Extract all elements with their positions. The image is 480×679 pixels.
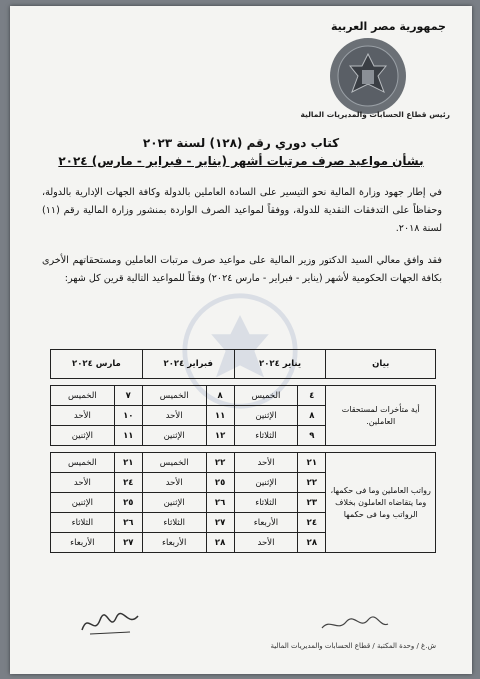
ministry-seal-icon (328, 36, 408, 116)
table-row: أية متأخرات لمستحقات العاملين. ٤ الخميس ٨ الخميس ٧ الخميس (51, 386, 436, 406)
paragraph-approval: فقد وافق معالي السيد الدكتور وزير المالية على مواعيد صرف مرتبات العاملين ومستحقاتهم الأخرى بكافة الجهات الحكومية لأشهر (يناير - فبراير - مارس ٢٠٢٤) وفقاً للمواعيد التالية قرين كل شهر: (42, 255, 442, 284)
row-label-arrears: أية متأخرات لمستحقات العاملين. (326, 386, 436, 446)
letter-title: كتاب دوري رقم (١٢٨) لسنة ٢٠٢٣ (142, 136, 340, 150)
column-header-statement: بيان (326, 350, 436, 379)
footer-note: ش.غ / وحدة المكتبة / قطاع الحسابات والمديريات المالية (270, 642, 436, 650)
table-row: ٢٤ الأربعاء ٢٧ الثلاثاء ٢٦ الثلاثاء (51, 513, 436, 533)
table-row: ٩ الثلاثاء ١٢ الإثنين ١١ الإثنين (51, 426, 436, 446)
signature-icon (80, 608, 140, 638)
column-header-march: مارس ٢٠٢٤ (51, 350, 143, 379)
paragraph-intro: في إطار جهود وزارة المالية نحو التيسير على السادة العاملين بالدولة وكافة الجهات الإدارية بالدولة، وحفاظاً على التدفقات النقدية للدولة، ووفقاً لمواعيد الصرف الواردة بمنشور وزارة المالية رقم (١١) لسنة ٢٠١٨. (42, 187, 442, 234)
table-row: ٢٨ الأحد ٢٨ الأربعاء ٢٧ الأربعاء (51, 533, 436, 553)
schedule-table (50, 349, 436, 553)
document-page (10, 6, 472, 674)
column-header-february: فبراير ٢٠٢٤ (142, 350, 234, 379)
table-row: ٢٢ الإثنين ٢٥ الأحد ٢٤ الأحد (51, 473, 436, 493)
signature-right-icon (320, 614, 390, 634)
table-row: رواتب العاملين وما فى حكمها، وما يتقاضاه العاملون بخلاف الرواتب وما فى حكمها ٢١ الأحد ٢٢ الخميس ٢١ الخميس (51, 453, 436, 473)
country-header: جمهورية مصر العربية (331, 20, 446, 33)
letter-subject: بشأن مواعيد صرف مرتبات أشهر (يناير - فبراير - مارس) ٢٠٢٤ (58, 154, 424, 168)
table-row: ٨ الإثنين ١١ الأحد ١٠ الأحد (51, 406, 436, 426)
column-header-january: يناير ٢٠٢٤ (234, 350, 326, 379)
sector-header: رئيس قطاع الحسابات والمديريات المالية (300, 110, 450, 119)
row-label-salaries: رواتب العاملين وما فى حكمها، وما يتقاضاه العاملون بخلاف الرواتب وما فى حكمها (326, 453, 436, 553)
table-row: ٢٣ الثلاثاء ٢٦ الإثنين ٢٥ الإثنين (51, 493, 436, 513)
